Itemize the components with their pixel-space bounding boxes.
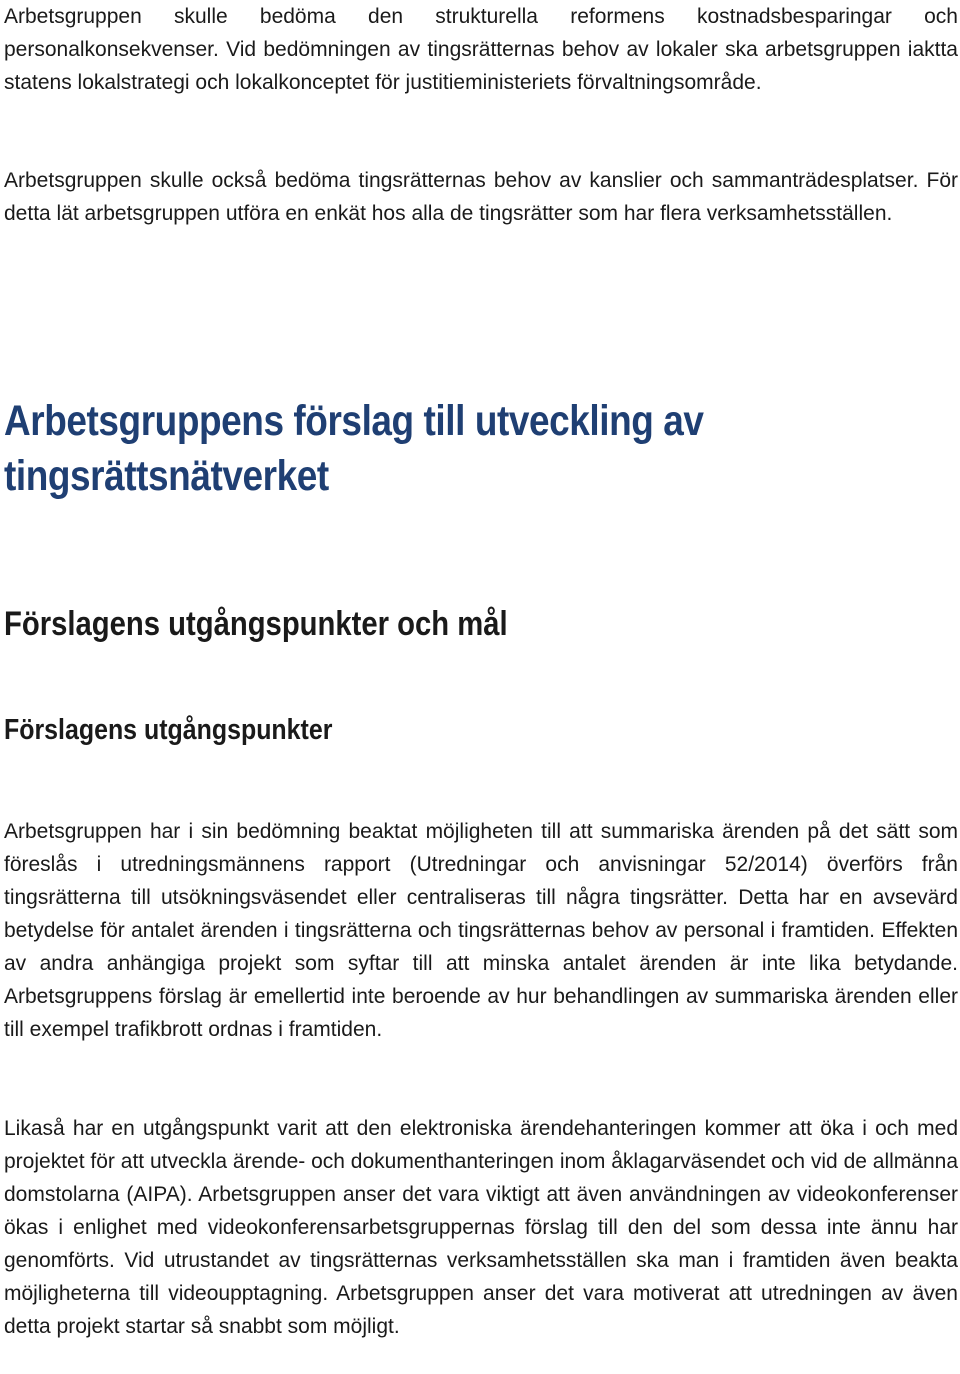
section-heading: Förslagens utgångspunkter och mål: [4, 605, 508, 643]
body-paragraph-survey: Arbetsgruppen skulle också bedöma tingsrätternas behov av kanslier och sammanträdesplatser. För detta lät arbetsgruppen utföra en enkät hos alla de tingsrätter som har flera verksamhetsställen.: [4, 169, 958, 225]
body-paragraph-summary-cases: Arbetsgruppen har i sin bedömning beaktat möjligheten till att summariska ärenden på det sätt som föreslås i utredningsmännens rapport (Utredningar och anvisningar 52/2014) överförs från tingsrätterna till utsökningsväsendet eller centraliseras till några tingsrätter. Detta har en avsevärd betydelse för antalet ärenden i tingsrätterna och tingsrätternas behov av personal i framtiden. Effekten av andra anhängiga projekt som syftar till att minska antalet ärenden är inte lika betydande. Arbetsgruppens förslag är emellertid inte beroende av hur behandlingen av summariska ärenden eller till exempel trafikbrott ordnas i framtiden.: [4, 820, 958, 1041]
main-heading-line-1: Arbetsgruppens förslag till utveckling av: [4, 397, 704, 445]
body-paragraph-electronic-handling: Likaså har en utgångspunkt varit att den elektroniska ärendehanteringen kommer att öka i och med projektet för att utveckla ärende- och dokumenthanteringen inom åklagarväsendet och vid de allmänna domstolarna (AIPA). Arbetsgruppen anser det vara viktigt att även användningen av videokonferenser ökas i enlighet med videokonferensarbetsgruppernas förslag till den del som dessa inte ännu har genomförts. Vid utrustandet av tingsrätternas verksamhetsställen ska man i framtiden även beakta möjligheterna till videoupptagning. Arbetsgruppen anser det vara motiverat att utredningen av även detta projekt startar så snabbt som möjligt.: [4, 1117, 958, 1338]
main-heading: [4, 394, 824, 504]
main-heading-line-2: tingsrättsnätverket: [4, 452, 329, 500]
subsection-heading: Förslagens utgångspunkter: [4, 714, 333, 746]
body-paragraph-cost-savings: Arbetsgruppen skulle bedöma den strukturella reformens kostnadsbesparingar och personalkonsekvenser. Vid bedömningen av tingsrätternas behov av lokaler ska arbetsgruppen iaktta statens lokalstrategi och lokalkonceptet för justitieministeriets förvaltningsområde.: [4, 5, 958, 94]
